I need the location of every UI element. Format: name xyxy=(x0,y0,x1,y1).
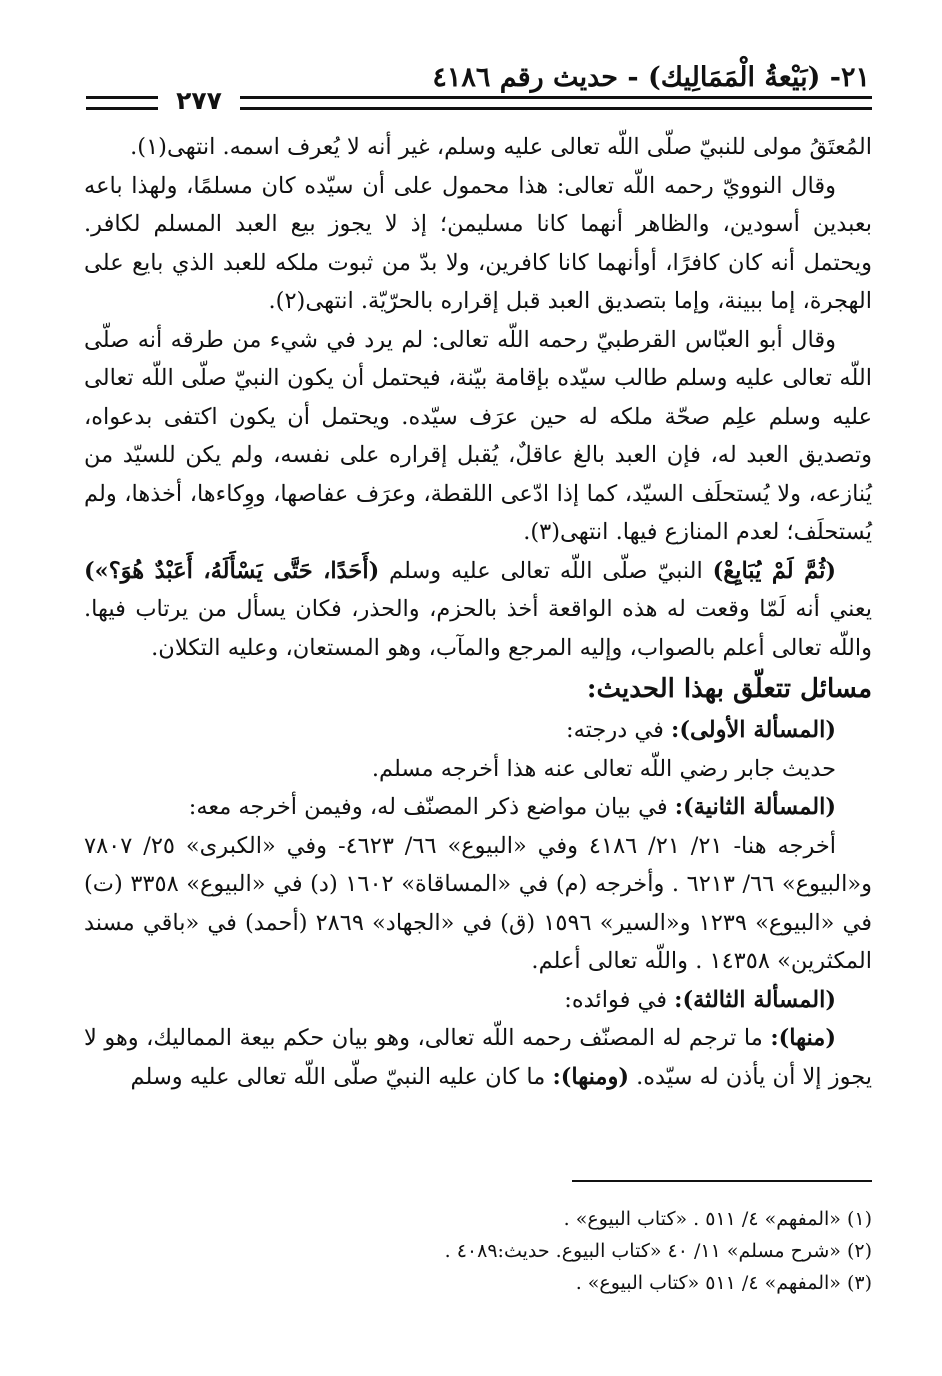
benefit-2-label: (ومنها): xyxy=(552,1063,629,1090)
paragraph-4-mid: النبيّ صلّى اللّه تعالى عليه وسلم xyxy=(379,557,713,584)
paragraph-1: المُعتَقُ مولى للنبيّ صلّى اللّه تعالى عليه وسلم، غير أنه لا يُعرف اسمه. انتهى(١). xyxy=(130,134,872,160)
issue-2-body: أخرجه هنا- ٢١/ ٢١/ ٤١٨٦ وفي «البيوع» ٦٦/ ٤٦٢٣- وفي «الكبرى» ٢٥/ ٧٨٠٧ و«البيوع» ٦٦/ ٦٢١٣ . وأخرجه (م) في «المساقاة» ١٦٠٢ (د) في «البيوع» ٣٣٥٨ (ت) في «البيوع» ١٢٣٩ و«السير» ١٥٩٦ (ق) في «الجهاد» ٢٨٦٩ (أحمد) في «باقي مسند المكثرين» ١٤٣٥٨ . واللّه تعالى أعلم. xyxy=(84,832,872,974)
footnote-rule xyxy=(572,1180,872,1182)
main-text xyxy=(84,128,872,1096)
header-rule-right xyxy=(240,96,872,110)
issue-1-body: حديث جابر رضي اللّه تعالى عنه هذا أخرجه مسلم. xyxy=(371,755,836,782)
paragraph-3: وقال أبو العبّاس القرطبيّ رحمه اللّه تعالى: لم يرد في شيء من طرقه أنه صلّى اللّه تعالى عليه وسلم طالب سيّده بإقامة بيّنة، فيحتمل أن يكون النبيّ صلّى اللّه تعالى عليه وسلم علِم صحّة ملكه له حين عرَف سيّده. ويحتمل أن يكون اكتفى بدعواه، وتصديق العبد له، فإن العبد بالغ عاقلٌ، يُقبل إقراره على نفسه، ولم يكن للسيّد من يُنازعه، ولا يُستحلَف السيّد، كما إذا ادّعى اللقطة، وعرَف عفاصها، ووِكاءها، أخذها، ولم يُستحلَف؛ لعدم المنازع فيها. انتهى(٣). xyxy=(84,326,872,545)
paragraph-4 xyxy=(84,552,872,668)
issue-2 xyxy=(84,788,872,827)
paragraph-4-rest: يعني أنه لَمّا وقعت له هذه الواقعة أخذ بالحزم، والحذر، فكان يسأل من يرتاب فيها. واللّه تعالى أعلم بالصواب، وإليه المرجع والمآب، وهو المستعان، وعليه التكلان. xyxy=(84,596,872,661)
issue-1-title: في درجته: xyxy=(566,717,672,743)
issue-3-label: (المسألة الثالثة): xyxy=(674,986,836,1013)
benefit-1-text: ما ترجم له المصنّف رحمه اللّه تعالى، وهو بيان حكم بيعة المماليك، وهو لا يجوز إلا أن يأذن له سيّده. xyxy=(84,1025,872,1090)
section-heading: مسائل تتعلّق بهذا الحديث: xyxy=(586,674,872,704)
issue-3-body xyxy=(84,1019,872,1096)
issue-2-label: (المسألة الثانية): xyxy=(674,794,836,820)
issue-1 xyxy=(84,711,872,750)
header-rule-left xyxy=(86,96,158,110)
footnote-3: (٣) «المفهم» ٤/ ٥١١ «كتاب البيوع» . xyxy=(575,1272,872,1294)
issue-3 xyxy=(84,981,872,1020)
issue-1-label: (المسألة الأولى): xyxy=(671,717,836,743)
issue-2-title: في بيان مواضع ذكر المصنّف له، وفيمن أخرجه معه: xyxy=(188,794,675,820)
benefit-2-text: ما كان عليه النبيّ صلّى اللّه تعالى عليه وسلم xyxy=(130,1063,553,1090)
hadith-quote-2: (أَحَدًا، حَتَّى يَسْأَلَهُ، أَعَبْدٌ هُوَ؟») xyxy=(84,557,380,584)
benefit-1-label: (منها): xyxy=(770,1025,836,1051)
footnotes xyxy=(300,1203,872,1299)
page-number: ٢٧٧ xyxy=(176,86,222,115)
issue-3-title: في فوائده: xyxy=(564,986,675,1013)
hadith-quote-1: (ثُمَّ لَمْ يُبَايِعْ) xyxy=(712,557,836,584)
footnote-1: (١) «المفهم» ٤/ ٥١١ . «كتاب البيوع» . xyxy=(563,1208,872,1230)
paragraph-2: وقال النوويّ رحمه اللّه تعالى: هذا محمول على أن سيّده كان مسلمًا، ولهذا باعه بعبدين أسودين، والظاهر أنهما كانا مسليمن؛ إذ لا يجوز بيع العبد المسلم لكافر. ويحتمل أنه كان كافرًا، أوأنهما كانا كافرين، ولا بدّ من ثبوت ملكه للعبد الذي بايع على الهجرة، إما ببينة، وإما بتصديق العبد قبل إقراره بالحرّيّة. انتهى(٢). xyxy=(84,172,872,314)
running-header: ٢١- (بَيْعةُ الْمَمَالِيك) - حديث رقم ٤١٨٦ xyxy=(432,62,870,93)
footnote-2: (٢) «شرح مسلم» ١١/ ٤٠ «كتاب البيوع. حديث:٤٠٨٩ . xyxy=(444,1240,872,1262)
